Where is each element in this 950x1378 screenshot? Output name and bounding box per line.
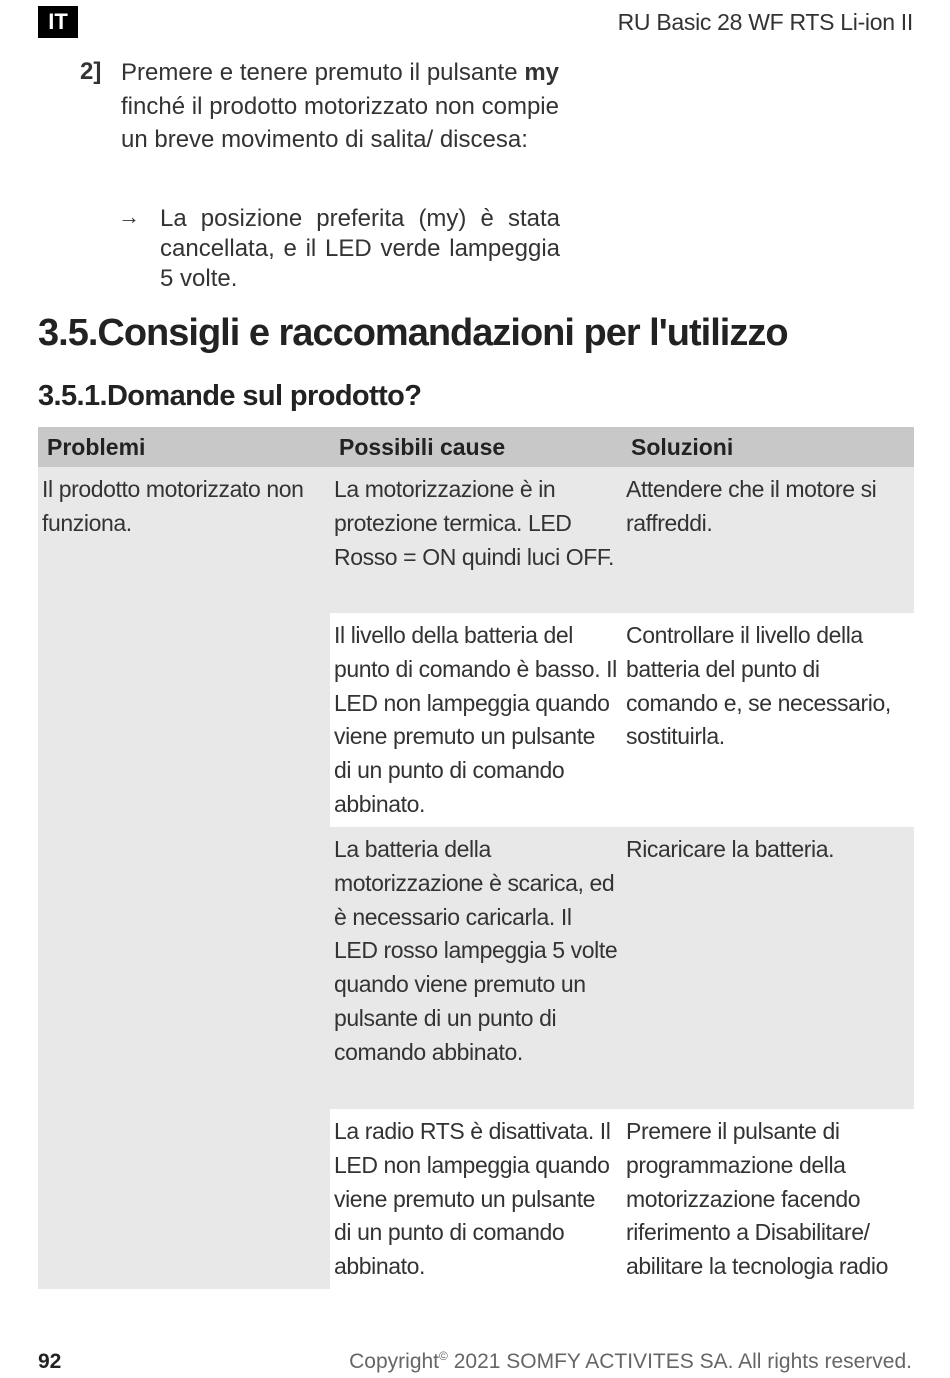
cause-cell: La motorizzazione è in protezione termica. LED Rosso = ON quindi luci OFF. [330,467,622,613]
copyright-symbol: © [439,1349,448,1363]
header-solutions: Soluzioni [622,427,914,467]
solution-cell: Attendere che il motore si raffreddi. [622,467,914,613]
section-heading: 3.5.Consigli e raccomandazioni per l'utilizzo [38,312,788,354]
cause-cell: Il livello della batteria del punto di comando è basso. Il LED non lampeggia quando viene premuto un pulsante di un punto di comando abbinato. [330,613,622,827]
subsection-heading: 3.5.1.Domande sul prodotto? [38,380,422,412]
troubleshooting-table [38,427,914,1289]
cause-cell: La batteria della motorizzazione è scarica, ed è necessario caricarla. Il LED rosso lampeggia 5 volte quando viene premuto un pulsante di un punto di comando abbinato. [330,827,622,1109]
language-badge: IT [38,6,78,38]
table-row [38,467,914,613]
my-button-name: my [524,59,559,86]
step-text-before: Premere e tenere premuto il pulsante [121,59,525,86]
copyright-notice [349,1349,912,1374]
step-result [118,204,560,294]
step-text [121,56,559,157]
step-text-after: finché il prodotto motorizzato non compie un breve movimento di salita/ discesa: [121,92,559,153]
copyright-suffix: 2021 SOMFY ACTIVITES SA. All rights reserved. [447,1350,912,1373]
solution-cell: Controllare il livello della batteria del punto di comando e, se necessario, sostituirla. [622,613,914,827]
header-problems: Problemi [38,427,330,467]
result-text: La posizione preferita (my) è stata cancellata, e il LED verde lampeggia 5 volte. [160,205,560,292]
page-number: 92 [38,1350,62,1373]
solution-cell: Premere il pulsante di programmazione della motorizzazione facendo riferimento a Disabilitare/ abilitare la tecnologia radio [622,1109,914,1289]
problem-cell: Il prodotto motorizzato non funziona. [38,467,330,1289]
step-2 [80,56,560,157]
cause-cell: La radio RTS è disattivata. Il LED non lampeggia quando viene premuto un pulsante di un punto di comando abbinato. [330,1109,622,1289]
solution-cell: Ricaricare la batteria. [622,827,914,1109]
header-causes: Possibili cause [330,427,622,467]
step-number: 2] [80,58,102,85]
table-header-row [38,427,914,467]
copyright-prefix: Copyright [349,1350,440,1373]
arrow-right-icon: → [118,204,140,229]
document-title: RU Basic 28 WF RTS Li-ion II [617,9,913,35]
